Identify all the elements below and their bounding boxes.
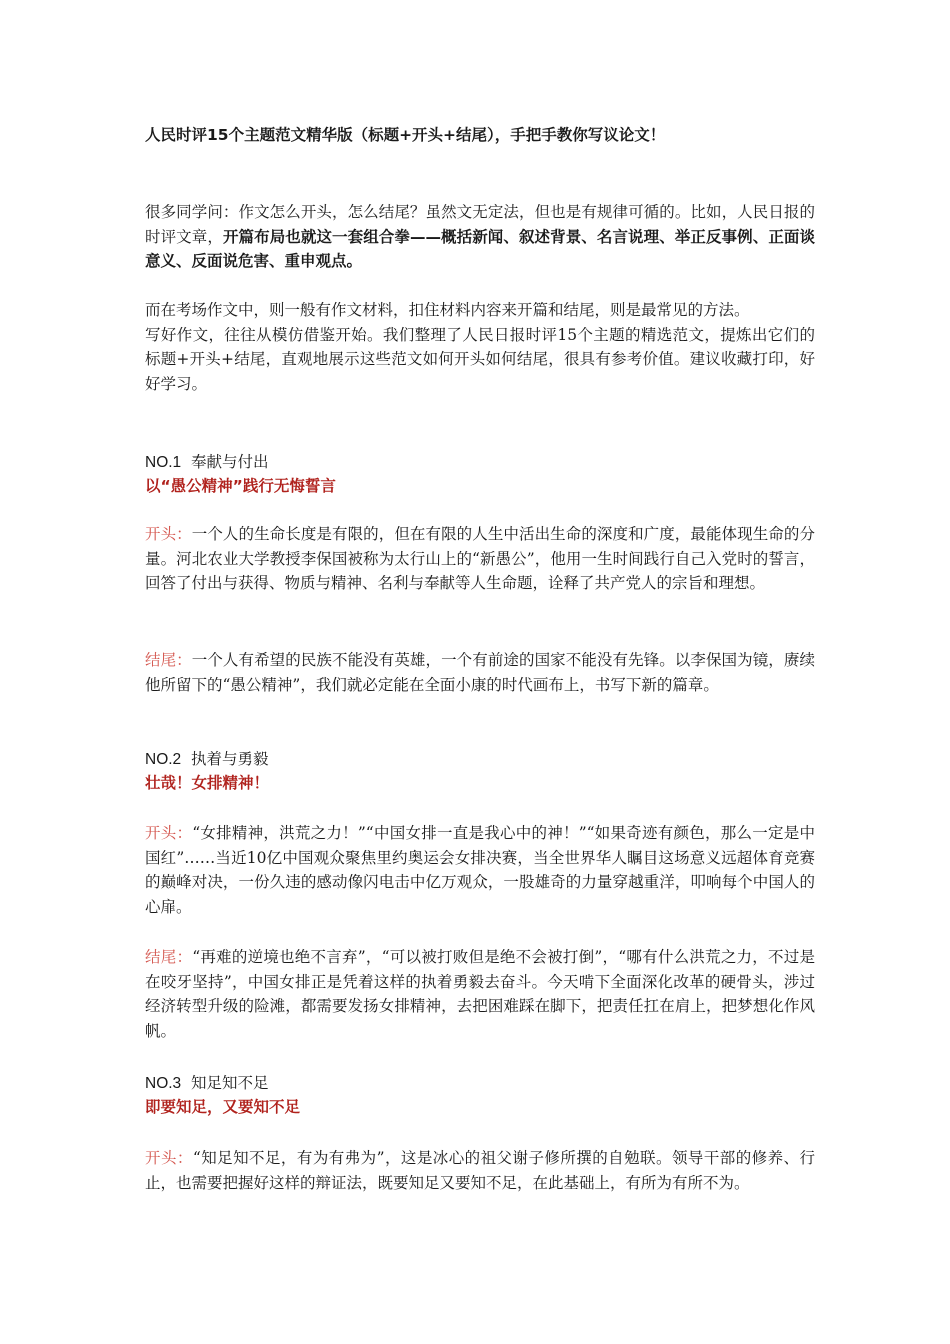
- intro-p2-rest: 写好作文，往往从模仿借鉴开始。我们整理了人民日报时评15个主题的精选范文，提炼出它们的标题+开头+结尾，直观地展示这些范文如何开头如何结尾，很具有参考价值。建议收藏打印，好好学习。: [145, 325, 815, 393]
- section-3-opening-text: “知足知不足，有为有弗为”，这是冰心的祖父谢子修所撰的自勉联。领导干部的修养、行止，也需要把握好这样的辩证法，既要知足又要知不足，在此基础上，有所为有所不为。: [145, 1149, 815, 1192]
- opening-label: 开头：: [145, 525, 192, 543]
- section-2-number: NO.2: [145, 751, 182, 768]
- section-1-ending-text: 一个人有希望的民族不能没有英雄，一个有前途的国家不能没有先锋。以李保国为镜，赓续他所留下的“愚公精神”，我们就必定能在全面小康的时代画布上，书写下新的篇章。: [145, 651, 815, 694]
- intro-bold-text: 开篇布局也就这一套组合拳——概括新闻、叙述背景、名言说理、举正反事例、正面谈意义、反面说危害、重申观点。: [145, 227, 815, 270]
- section-3-opening: [145, 1146, 815, 1195]
- intro-paragraph-2: [145, 298, 815, 396]
- section-1-heading: [145, 450, 269, 475]
- document-title: 人民时评15个主题范文精华版（标题+开头+结尾），手把手教你写议论文！: [145, 126, 666, 144]
- section-1-ending: [145, 648, 815, 697]
- section-2-ending-text: “再难的逆境也绝不言弃”，“可以被打败但是绝不会被打倒”，“哪有什么洪荒之力，不过是在咬牙坚持”，中国女排正是凭着这样的执着勇毅去奋斗。今天啃下全面深化改革的硬骨头，涉过经济转型升级的险滩，都需要发扬女排精神，去把困难踩在脚下，把责任扛在肩上，把梦想化作风帆。: [145, 948, 815, 1040]
- section-3-theme: 知足知不足: [191, 1074, 269, 1092]
- section-1-number: NO.1: [145, 454, 182, 471]
- intro-paragraph-1: [145, 200, 815, 274]
- section-2-opening-text: “女排精神，洪荒之力！”“中国女排一直是我心中的神！”“如果奇迹有颜色，那么一定是中国红”……当近10亿中国观众聚焦里约奥运会女排决赛，当全世界华人瞩目这场意义远超体育竞赛的巅峰对决，一份久违的感动像闪电击中亿万观众，一股雄奇的力量穿越重洋，叩响每个中国人的心扉。: [145, 824, 815, 916]
- section-3-essay-title: 即要知足，又要知不足: [145, 1098, 301, 1116]
- intro-plain-text: 很多同学问：作文怎么开头，怎么结尾？虽然文无定法，但也是有规律可循的。比如，人民日报的时评文章，: [145, 203, 815, 246]
- opening-label: 开头：: [145, 824, 193, 842]
- ending-label: 结尾：: [145, 651, 192, 669]
- section-1-opening: [145, 522, 815, 596]
- section-2-heading: [145, 747, 269, 772]
- section-2-essay-title: 壮哉！女排精神！: [145, 774, 270, 792]
- section-1-essay-title: 以“愚公精神”践行无悔誓言: [145, 477, 336, 495]
- section-2-theme: 执着与勇毅: [191, 750, 269, 768]
- section-3-heading: [145, 1071, 269, 1096]
- opening-label: 开头：: [145, 1149, 193, 1167]
- section-2-opening: [145, 821, 815, 919]
- section-1-theme: 奉献与付出: [191, 453, 269, 471]
- section-1-opening-text: 一个人的生命长度是有限的，但在有限的人生中活出生命的深度和广度，最能体现生命的分量。河北农业大学教授李保国被称为太行山上的“新愚公”，他用一生时间践行自己入党时的誓言，回答了付出与获得、物质与精神、名利与奉献等人生命题，诠释了共产党人的宗旨和理想。: [145, 525, 815, 592]
- ending-label: 结尾：: [145, 948, 193, 966]
- section-2-ending: [145, 945, 815, 1043]
- section-3-number: NO.3: [145, 1075, 182, 1092]
- intro-p2-line1: 而在考场作文中，则一般有作文材料，扣住材料内容来开篇和结尾，则是最常见的方法。: [145, 301, 750, 319]
